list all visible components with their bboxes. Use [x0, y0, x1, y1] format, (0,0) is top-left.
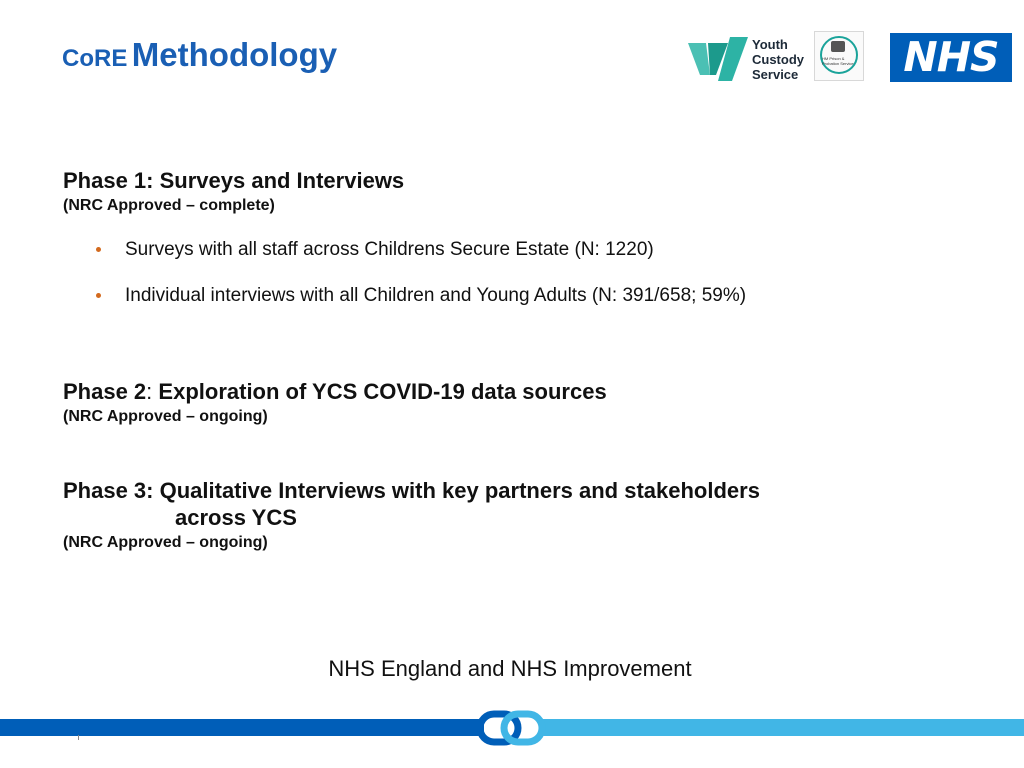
footer-band-light — [542, 719, 1024, 736]
phase-3-status: (NRC Approved – ongoing) — [63, 534, 268, 551]
bullet-text: Surveys with all staff across Childrens Secure Estate (N: 1220) — [125, 239, 654, 260]
youth-custody-service-logo — [688, 33, 808, 85]
hmpps-logo — [814, 31, 864, 81]
footer-band-dark — [0, 719, 484, 736]
title-prefix: CoRE — [62, 45, 128, 72]
ycs-line: Service — [752, 67, 799, 82]
phase-3-title: Phase 3: Qualitative Interviews with key partners and stakeholders — [63, 478, 760, 503]
footer-text — [0, 656, 1024, 682]
nhs-logo: NHS — [890, 33, 1012, 82]
phase-2-title — [63, 378, 607, 406]
phase-1-status: (NRC Approved – complete) — [63, 197, 275, 214]
phase-2-title-rest: Exploration of YCS COVID-19 data sources — [158, 379, 607, 404]
phase-2-status: (NRC Approved – ongoing) — [63, 408, 268, 425]
ycs-line: Custody — [752, 52, 804, 67]
phase-2-colon: : — [146, 379, 153, 404]
phase-3-title-line2: across YCS — [175, 505, 297, 530]
ycs-logo-text — [752, 37, 804, 82]
bullet-text: Individual interviews with all Children and Young Adults (N: 391/658; 59%) — [125, 285, 747, 306]
ycs-mark-icon — [688, 35, 748, 83]
title-main: Methodology — [131, 36, 338, 73]
bullet-icon — [96, 247, 101, 252]
bullet-icon — [96, 293, 101, 298]
footer-label: NHS England and NHS Improvement — [328, 656, 692, 681]
crest-icon — [831, 41, 845, 52]
phase-2-label: Phase 2 — [63, 379, 147, 404]
ycs-line: Youth — [752, 37, 788, 52]
phase-1-title: Phase 1: Surveys and Interviews — [63, 168, 405, 193]
hmpps-logo-text: HM Prison & Probation Service — [822, 56, 854, 66]
slide-marker — [78, 735, 79, 740]
page-title — [62, 36, 337, 74]
chain-links-icon — [476, 709, 546, 747]
